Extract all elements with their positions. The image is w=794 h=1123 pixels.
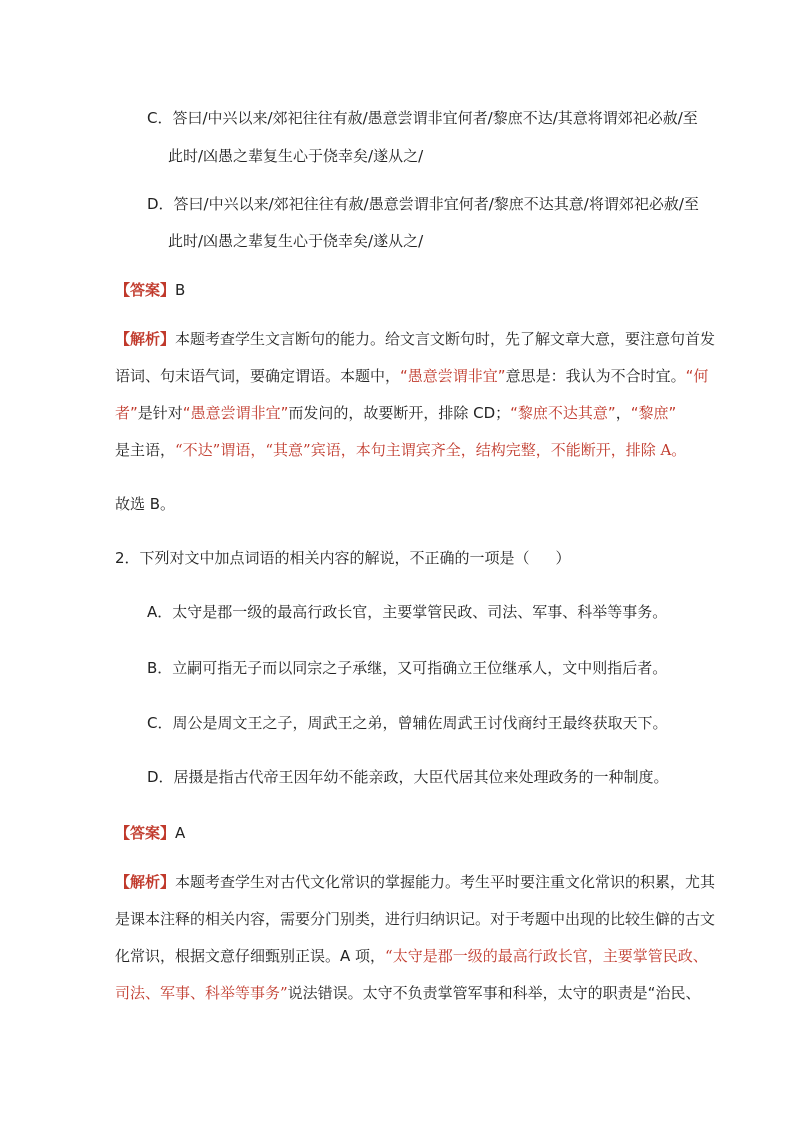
question-stem-end: ） bbox=[555, 549, 571, 567]
q2-option-a: A．太守是郡一级的最高行政长官，主要掌管民政、司法、军事、科举等事务。 bbox=[147, 603, 668, 621]
analysis-text: ， bbox=[615, 404, 631, 422]
analysis-text: 语词、句末语气词，要确定谓语。本题中， bbox=[115, 367, 401, 385]
answer-2 bbox=[115, 823, 185, 843]
analysis-text: 说法错误。太守不负责掌管军事和科举，太守的职责是“治民、 bbox=[287, 984, 701, 1002]
question-stem: 2．下列对文中加点词语的相关内容的解说，不正确的一项是（ bbox=[115, 549, 530, 567]
option-c-line2: 此时/凶愚之辈复生心于侥幸矣/遂从之/ bbox=[168, 147, 424, 165]
answer-label: 【答案】 bbox=[115, 281, 176, 299]
analysis-1-line4 bbox=[115, 440, 686, 460]
analysis-2-line3 bbox=[115, 946, 708, 966]
analysis-quote: 司法、军事、科举等事务” bbox=[115, 984, 288, 1002]
analysis-text: 是主语， bbox=[115, 441, 176, 459]
analysis-1-line2 bbox=[115, 366, 708, 386]
answer-label: 【答案】 bbox=[115, 824, 176, 842]
analysis-quote: “黎庶” bbox=[630, 404, 677, 422]
conclusion-1: 故选 B。 bbox=[115, 495, 176, 513]
q2-option-b: B．立嗣可指无子而以同宗之子承继，又可指确立王位继承人，文中则指后者。 bbox=[147, 659, 668, 677]
analysis-quote: “黎庶不达其意” bbox=[510, 404, 616, 422]
analysis-text: 本题考查学生对古代文化常识的掌握能力。考生平时要注重文化常识的积累，尤其 bbox=[175, 873, 716, 891]
question-2-stem bbox=[115, 548, 571, 568]
analysis-quote: “何 bbox=[685, 367, 709, 385]
analysis-quote: 者” bbox=[115, 404, 138, 422]
analysis-text: 化常识，根据文意仔细甄别正误。 bbox=[115, 947, 341, 965]
analysis-1-line3 bbox=[115, 403, 676, 423]
analysis-label: 【解析】 bbox=[115, 330, 176, 348]
analysis-text: 本题考查学生文言断句的能力。给文言文断句时，先了解文章大意，要注意句首发 bbox=[175, 330, 716, 348]
q2-option-c: C．周公是周文王之子，周武王之弟，曾辅佐周武王讨伐商纣王最终获取天下。 bbox=[147, 714, 668, 732]
analysis-text: 意思是：我认为不合时宜。 bbox=[505, 367, 686, 385]
analysis-2-line1 bbox=[115, 872, 715, 892]
analysis-quote: “愚意尝谓非宜” bbox=[400, 367, 506, 385]
answer-value: B bbox=[175, 281, 186, 299]
analysis-2-line4 bbox=[115, 983, 700, 1003]
option-c-line1: C．答曰/中兴以来/郊祀往往有赦/愚意尝谓非宜何者/黎庶不达/其意将谓郊祀必赦/至 bbox=[147, 109, 698, 127]
analysis-quote: “太守是郡一级的最高行政长官，主要掌管民政、 bbox=[385, 947, 708, 965]
q2-option-d: D．居摄是指古代帝王因年幼不能亲政，大臣代居其位来处理政务的一种制度。 bbox=[147, 768, 669, 786]
analysis-text: 是针对 bbox=[137, 404, 183, 422]
analysis-quote: “愚意尝谓非宜” bbox=[182, 404, 289, 422]
analysis-label: 【解析】 bbox=[115, 873, 176, 891]
answer-1 bbox=[115, 280, 185, 300]
analysis-text: 而发问的，故要断开，排除 CD； bbox=[288, 404, 511, 422]
analysis-1-line1 bbox=[115, 329, 715, 349]
option-d-line2: 此时/凶愚之辈复生心于侥幸矣/遂从之/ bbox=[168, 232, 424, 250]
analysis-text: A 项， bbox=[340, 947, 386, 965]
answer-value: A bbox=[175, 824, 186, 842]
analysis-quote: “不达”谓语，“其意”宾语，本句主谓宾齐全，结构完整，不能断开，排除 A。 bbox=[175, 441, 687, 459]
analysis-2-line2: 是课本注释的相关内容，需要分门别类，进行归纳识记。对于考题中出现的比较生僻的古文 bbox=[115, 910, 716, 928]
option-d-line1: D．答曰/中兴以来/郊祀往往有赦/愚意尝谓非宜何者/黎庶不达其意/将谓郊祀必赦/至 bbox=[147, 195, 699, 213]
